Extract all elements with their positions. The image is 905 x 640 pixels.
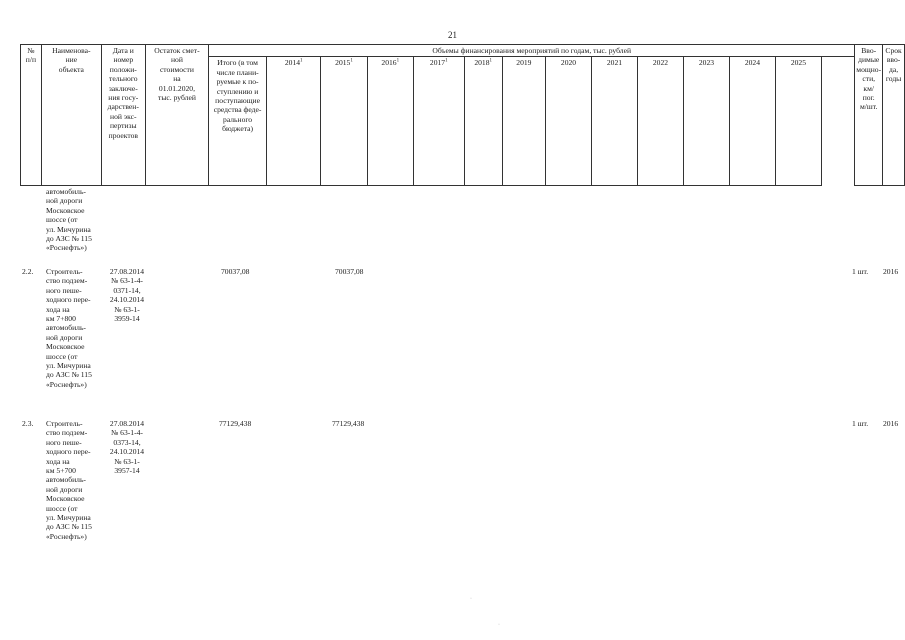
- row-total: 77129,438: [219, 419, 252, 428]
- year-label: 2015: [335, 58, 351, 68]
- year-label: 2020: [560, 58, 577, 68]
- year-label: 2018: [474, 58, 490, 68]
- scan-speck: ·: [470, 596, 472, 602]
- col-header-year: [413, 57, 464, 186]
- year-label: 2025: [790, 58, 806, 68]
- row-object-name: Строитель- ство подзем- ного пеше- ходного пере- хода на км 7+800 автомобиль- ной дороги Московское шоссе (от ул. Мичурина до АЗС № 115 «Роснефть»): [46, 267, 92, 389]
- col-header-year: [546, 57, 592, 186]
- row-capacity: 1 шт.: [852, 419, 869, 428]
- col-header-year: [367, 57, 413, 186]
- col-header-number: № п/п: [21, 45, 42, 186]
- row-expertise: 27.08.2014 № 63-1-4- 0373-14, 24.10.2014 № 63-1- 3957-14: [109, 419, 145, 476]
- year-label: 2022: [652, 58, 669, 68]
- footnote-marker: 1: [300, 58, 303, 64]
- col-header-year: [729, 57, 775, 186]
- footnote-marker: 1: [396, 58, 400, 64]
- col-header-year: [502, 57, 545, 186]
- footnote-marker: 1: [350, 58, 353, 64]
- row-2015-value: 77129,438: [332, 419, 365, 428]
- col-header-object-name: Наименова- ние объекта: [41, 45, 101, 186]
- col-header-expertise: Дата и номер положи- тельного заключе- ния госу- дарствен- ной экс- пертизы проектов: [101, 45, 145, 186]
- col-header-financing-group: Объемы финансирования мероприятий по годам, тыс. рублей: [209, 45, 855, 57]
- row-deadline: 2016: [883, 267, 899, 276]
- col-header-year: [464, 57, 502, 186]
- row-total: 70037,08: [221, 267, 250, 276]
- col-header-year: [683, 57, 729, 186]
- col-header-year: [321, 57, 367, 186]
- footnote-marker: 1: [489, 58, 492, 64]
- footnote-marker: 1: [445, 58, 448, 64]
- continuation-object-name: автомобиль- ной дороги Московское шоссе (от ул. Мичурина до АЗС № 115 «Роснефть»): [46, 187, 92, 253]
- year-label: 2016: [381, 58, 397, 68]
- year-label: 2019: [516, 58, 532, 68]
- row-number: 2.3.: [22, 419, 34, 428]
- scan-speck: ·: [498, 622, 500, 628]
- year-label: 2021: [606, 58, 623, 68]
- page-number: 21: [448, 30, 457, 40]
- col-header-capacity: Вво- димые мощно- сти, км/ пог. м/шт.: [855, 45, 883, 186]
- col-header-remaining-cost: Остаток смет- ной стоимости на 01.01.2020, тыс. рублей: [145, 45, 208, 186]
- year-label: 2017: [429, 58, 446, 68]
- year-label: 2023: [698, 58, 715, 68]
- col-header-year: [591, 57, 637, 186]
- year-label: 2024: [744, 58, 761, 68]
- col-header-year: [637, 57, 683, 186]
- row-number: 2.2.: [22, 267, 34, 276]
- row-capacity: 1 шт.: [852, 267, 869, 276]
- financing-table-header: [20, 44, 905, 186]
- col-header-year: [267, 57, 321, 186]
- col-header-total: Итого (в том числе плани- руемые к по- ступлению и поступающие средства феде- рального бюджета): [209, 57, 267, 186]
- row-deadline: 2016: [883, 419, 899, 428]
- row-object-name: Строитель- ство подзем- ного пеше- ходного пере- хода на км 5+700 автомобиль- ной дороги Московское шоссе (от ул. Мичурина до АЗС № 115 «Роснефть»): [46, 419, 92, 541]
- col-header-deadline: Срок вво- да, годы: [883, 45, 905, 186]
- row-expertise: 27.08.2014 № 63-1-4- 0371-14, 24.10.2014 № 63-1- 3959-14: [109, 267, 145, 324]
- row-2015-value: 70037,08: [335, 267, 364, 276]
- year-label: 2014: [284, 58, 301, 68]
- col-header-year: [775, 57, 821, 186]
